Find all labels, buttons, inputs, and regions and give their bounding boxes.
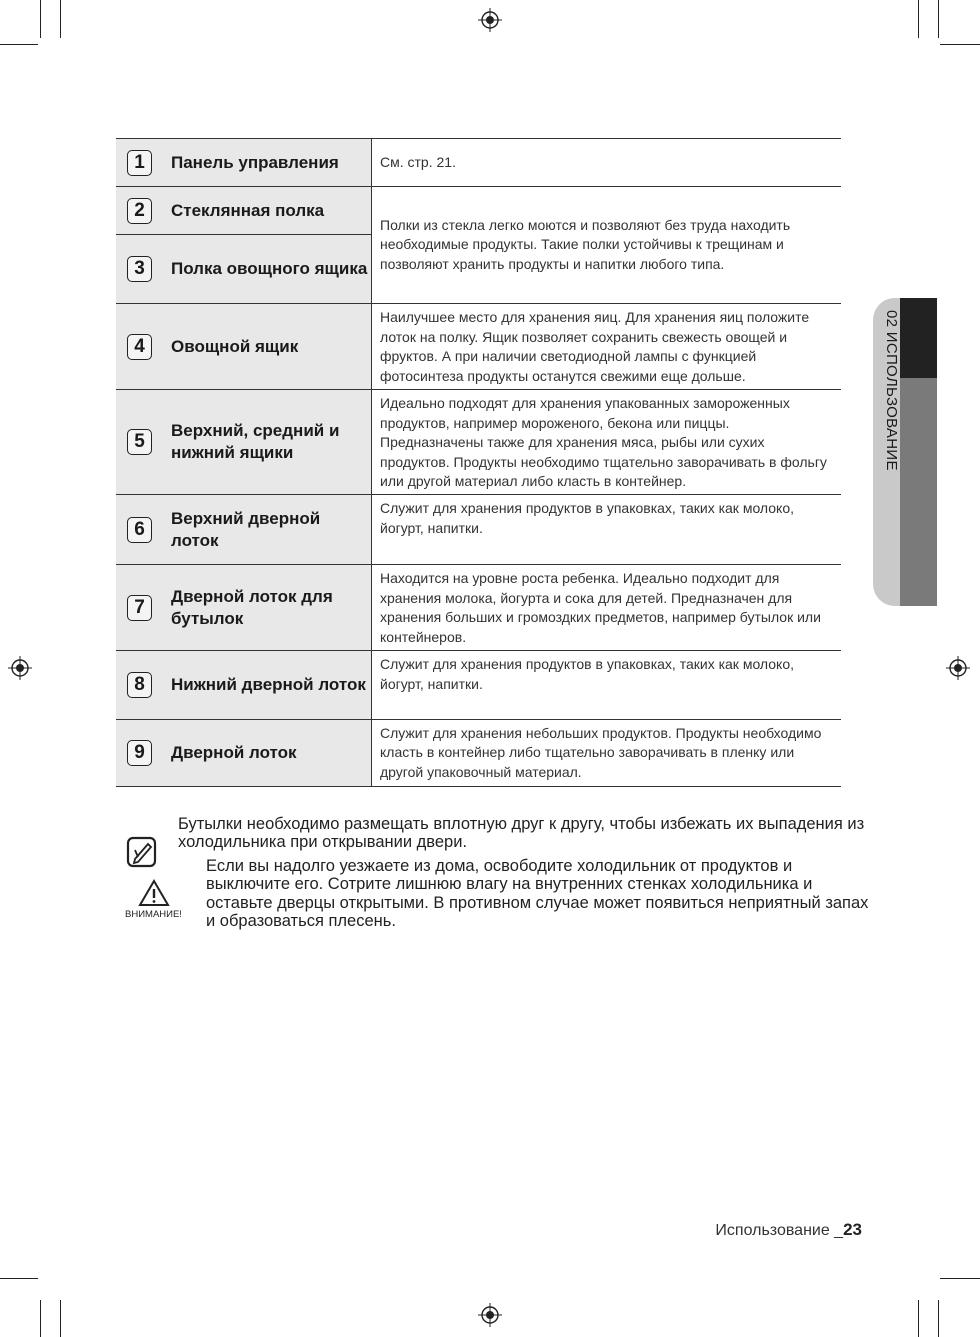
chapter-side-tab: [873, 298, 937, 606]
item-number: 4: [127, 334, 152, 360]
item-description: Находится на уровне роста ребенка. Идеально подходит для хранения молока, йогурта и сока для детей. Предназначен для хранения больших и громоздких предметов, например бутылок или контейнеров.: [380, 570, 821, 645]
item-name: Верхний, средний и нижний ящики: [171, 421, 340, 462]
item-name: Панель управления: [171, 152, 339, 172]
crop-mark: [918, 0, 919, 38]
item-number: 3: [127, 256, 152, 282]
item-description: См. стр. 21.: [380, 153, 456, 170]
crop-mark: [40, 1300, 41, 1337]
table-row: [116, 495, 841, 565]
crop-mark: [0, 44, 38, 45]
note-text: Бутылки необходимо размещать вплотную друг к другу, чтобы избежать их выпадения из холодильника при открывании двери.: [178, 815, 865, 851]
item-number: 9: [127, 740, 152, 766]
table-row: [116, 565, 841, 651]
registration-mark-icon: [8, 656, 32, 680]
item-name: Полка овощного ящика: [171, 259, 368, 278]
warning-triangle-icon: [138, 879, 170, 907]
crop-mark: [0, 1278, 38, 1279]
registration-mark-icon: [946, 656, 970, 680]
warning-label: ВНИМАНИЕ!: [125, 909, 182, 920]
item-name-cell: [116, 139, 372, 187]
crop-mark: [940, 44, 980, 45]
table-row: [116, 390, 841, 495]
item-description: Служит для хранения продуктов в упаковках, таких как молоко, йогурт, напитки.: [380, 500, 794, 536]
table-row: [116, 187, 841, 235]
table-row: [116, 720, 841, 787]
item-number: 6: [127, 517, 152, 543]
side-tab-dark-band: [900, 298, 937, 378]
crop-mark: [938, 0, 939, 38]
item-description: Наилучшее место для хранения яиц. Для хранения яиц положите лоток на полку. Ящик позволяет сохранить свежесть овощей и фруктов. А при наличии светодиодной лампы с функцией фотосинтеза продукты останутся свежими еще дольше.: [380, 309, 810, 384]
item-name-cell: [116, 651, 372, 720]
registration-mark-icon: [478, 1303, 502, 1327]
item-name: Овощной ящик: [171, 336, 299, 356]
table-row: [116, 304, 841, 390]
registration-mark-icon: [478, 8, 502, 32]
side-tab-label: 02 ИСПОЛЬЗОВАНИЕ: [883, 310, 900, 471]
item-description: Идеально подходят для хранения упакованных замороженных продуктов, например мороженого, бекона или пиццы. Предназначены также для хранения мяса, рыбы или сухих продуктов. Продукты необходимо тщательно заворачивать в фольгу или другой материал либо класть в контейнер.: [380, 395, 827, 489]
note-pencil-icon: [126, 835, 158, 869]
item-name: Нижний дверной лоток: [171, 675, 366, 694]
crop-mark: [940, 1278, 980, 1279]
side-tab-grey-band: [900, 378, 937, 606]
item-number: 8: [127, 672, 152, 698]
item-name: Дверной лоток: [171, 743, 297, 762]
item-name: Верхний дверной лоток: [171, 508, 321, 550]
item-number: 5: [127, 429, 152, 455]
item-name-cell: [116, 565, 372, 651]
table-row: [116, 651, 841, 720]
item-name-cell: [116, 187, 372, 235]
item-name-cell: [116, 720, 372, 787]
crop-mark: [40, 0, 41, 38]
warning-text: Если вы надолго уезжаете из дома, освободите холодильник от продуктов и выключите его. Сотрите лишнюю влагу на внутренних стенках холодильника и оставьте дверцы открытыми. В противном случае может появиться неприятный запах и образоваться плесень.: [206, 857, 869, 930]
features-table: [116, 138, 841, 787]
item-name-cell: [116, 304, 372, 390]
crop-mark: [938, 1300, 939, 1337]
item-number: 1: [127, 150, 152, 176]
item-name-cell: [116, 495, 372, 565]
crop-mark: [918, 1300, 919, 1337]
item-description: Служит для хранения продуктов в упаковках, таких как молоко, йогурт, напитки.: [380, 656, 794, 692]
table-row: [116, 139, 841, 187]
item-name-cell: [116, 235, 372, 304]
page-footer: [715, 1220, 862, 1240]
item-description: Служит для хранения небольших продуктов. Продукты необходимо класть в контейнер либо тщательно заворачивать в пленку или другой упаковочный материал.: [380, 724, 822, 780]
item-description: Полки из стекла легко моются и позволяют без труда находить необходимые продукты. Такие полки устойчивы к трещинам и позволяют хранить продукты и напитки любого типа.: [380, 216, 791, 272]
item-name: Дверной лоток для бутылок: [171, 586, 333, 628]
item-name-cell: [116, 390, 372, 495]
crop-mark: [60, 1300, 61, 1337]
crop-mark: [60, 0, 61, 38]
item-number: 2: [127, 198, 152, 224]
page-number: 23: [843, 1220, 862, 1239]
item-name: Стеклянная полка: [171, 200, 325, 220]
footer-section: Использование _: [715, 1222, 844, 1239]
item-number: 7: [127, 595, 152, 621]
